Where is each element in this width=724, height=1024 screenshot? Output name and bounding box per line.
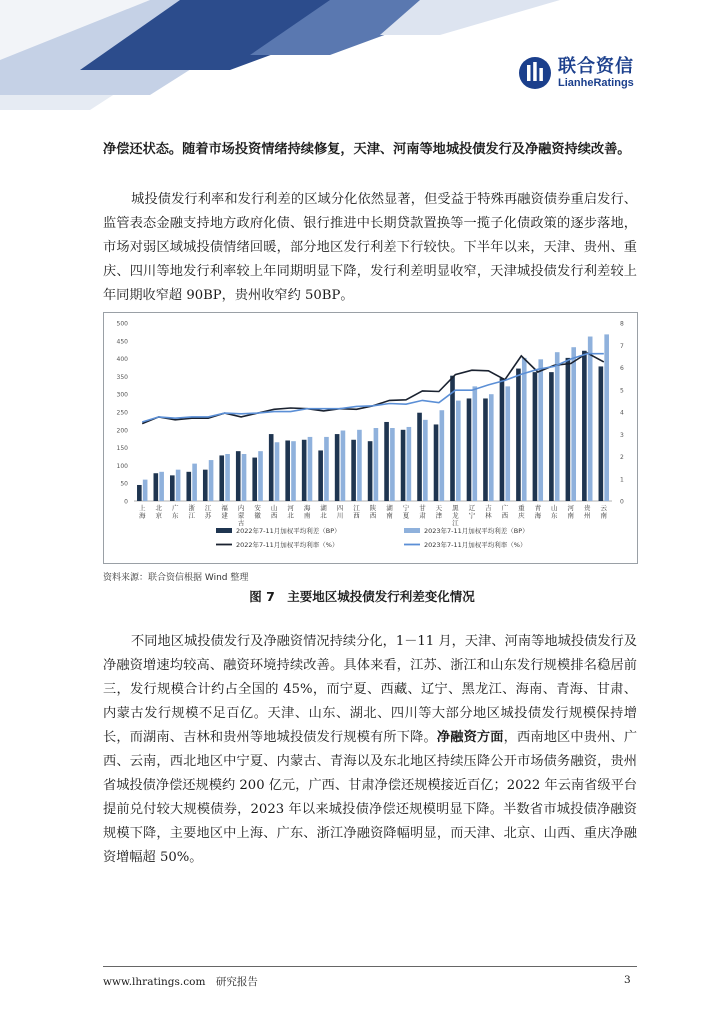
bar-2023: [604, 334, 609, 501]
bar-2022: [483, 398, 488, 501]
bar-2022: [351, 440, 356, 501]
x-tick-label: 河: [567, 504, 575, 512]
x-tick-label: 肃: [419, 511, 426, 520]
y-left-tick-label: 50: [120, 480, 128, 488]
x-tick-label: 江: [188, 511, 195, 520]
bar-2023: [258, 451, 263, 501]
paragraph-3: [103, 630, 637, 870]
x-tick-label: 京: [155, 511, 162, 520]
bar-2023: [505, 386, 510, 501]
bar-2023: [472, 386, 477, 501]
bar-2022: [285, 440, 290, 501]
x-tick-label: 西: [353, 511, 360, 520]
x-tick-label: 南: [600, 511, 608, 520]
bar-2022: [368, 441, 373, 501]
x-tick-label: 河: [287, 504, 294, 512]
y-left-tick-label: 0: [124, 498, 128, 506]
lianhe-logo: [518, 56, 634, 90]
x-tick-label: 南: [567, 511, 575, 520]
legend-label: 2022年7-11月加权平均利率（%）: [236, 541, 339, 549]
bar-2023: [522, 358, 527, 501]
x-tick-label: 徽: [254, 511, 261, 520]
header-decoration: [0, 0, 724, 110]
x-tick-label: 北: [320, 511, 327, 520]
bar-2022: [137, 485, 142, 501]
paragraph-2-text: 城投债发行利率和发行利差的区域分化依然显著，但受益于特殊再融资债券重启发行、监管表态金融支持地方政府化债、银行推进中长期贷款置换等一揽子化债政策的逐步落地，市场对弱区域城投债情绪回暖，部分地区发行利差下行较快。下半年以来，天津、贵州、重庆、四川等地发行利率较上年同期明显下降，发行利差明显收窄，天津城投债发行利差较上年同期收窄超 90BP，贵州收窄约 50BP。: [103, 192, 637, 303]
x-tick-label: 古: [237, 519, 245, 527]
bar-2023: [571, 347, 576, 501]
y-left-tick-label: 100: [116, 462, 128, 470]
bar-2022: [236, 451, 241, 501]
bar-2022: [401, 430, 406, 501]
x-tick-label: 东: [171, 511, 179, 520]
bar-2022: [599, 366, 604, 501]
x-tick-label: 甘: [419, 504, 426, 512]
bar-2023: [324, 437, 329, 501]
bar-2022: [302, 440, 307, 501]
x-tick-label: 广: [171, 504, 179, 512]
y-left-tick-label: 150: [116, 445, 128, 453]
x-tick-label: 贵: [584, 504, 591, 512]
legend-swatch: [404, 528, 420, 533]
bar-2023: [192, 464, 197, 501]
x-tick-label: 宁: [468, 511, 476, 520]
chart-source: 资料来源：联合资信根据 Wind 整理: [103, 573, 249, 583]
y-right-tick-label: 5: [620, 387, 624, 395]
bar-2022: [417, 413, 422, 501]
legend-label: 2022年7-11月加权平均利差（BP）: [236, 527, 341, 535]
x-tick-label: 川: [336, 511, 344, 520]
spread-chart: [103, 312, 638, 564]
y-right-tick-label: 0: [620, 498, 624, 506]
x-tick-label: 天: [435, 504, 443, 512]
x-tick-label: 南: [303, 511, 311, 520]
x-tick-label: 山: [270, 504, 278, 512]
bar-2022: [219, 455, 224, 501]
x-tick-label: 上: [138, 504, 146, 512]
x-tick-label: 江: [452, 519, 459, 527]
bar-2022: [500, 378, 505, 501]
x-tick-label: 黑: [452, 504, 459, 512]
bar-2022: [549, 372, 554, 501]
bar-2022: [170, 475, 175, 501]
bar-2023: [374, 428, 379, 501]
paragraph-3-bold: 净融资方面: [436, 730, 504, 745]
x-tick-label: 蒙: [237, 511, 245, 520]
bar-2023: [225, 454, 230, 501]
bar-2022: [467, 398, 472, 501]
bar-2022: [186, 472, 191, 501]
paragraph-2: [103, 188, 637, 308]
logo-name-en: LianheRatings: [558, 76, 634, 89]
x-tick-label: 青: [534, 504, 542, 512]
x-tick-label: 西: [369, 511, 377, 520]
y-right-tick-label: 6: [620, 365, 624, 372]
x-tick-label: 夏: [402, 511, 410, 520]
bar-2023: [440, 410, 445, 501]
y-left-tick-label: 300: [116, 391, 128, 399]
y-left-tick-label: 450: [116, 338, 128, 346]
x-tick-label: 四: [336, 504, 344, 512]
bar-2023: [588, 337, 593, 501]
x-tick-label: 海: [138, 511, 146, 520]
x-tick-label: 西: [270, 511, 278, 520]
bar-2022: [566, 358, 571, 501]
bar-2022: [154, 473, 159, 501]
x-tick-label: 北: [155, 504, 162, 512]
y-left-tick-label: 400: [116, 356, 128, 364]
legend-label: 2023年7-11月加权平均利率（%）: [424, 541, 527, 549]
bar-2023: [407, 427, 412, 501]
bar-2023: [176, 470, 181, 501]
y-left-tick-label: 250: [116, 409, 128, 417]
x-tick-label: 浙: [188, 504, 195, 512]
bar-2023: [308, 437, 313, 501]
x-tick-label: 苏: [204, 511, 212, 520]
x-tick-label: 湖: [386, 504, 393, 512]
y-left-tick-label: 350: [116, 373, 128, 381]
footer-page-number: 3: [624, 974, 631, 986]
x-tick-label: 江: [353, 504, 360, 512]
bar-2023: [390, 428, 395, 501]
footer-site: www.lhratings.com 研究报告: [103, 976, 258, 988]
bar-2023: [209, 460, 214, 501]
x-tick-label: 庆: [518, 511, 525, 520]
logo-name-cn: 联合资信: [558, 55, 634, 77]
bar-2022: [335, 434, 340, 501]
x-tick-label: 广: [501, 504, 509, 512]
bar-2022: [269, 434, 274, 501]
x-tick-label: 建: [221, 511, 228, 520]
y-right-tick-label: 7: [620, 342, 624, 350]
x-tick-label: 州: [584, 511, 591, 520]
x-tick-label: 重: [518, 504, 525, 512]
x-tick-label: 津: [435, 511, 443, 520]
bar-2023: [489, 394, 494, 501]
bar-2023: [291, 441, 296, 501]
bar-2023: [275, 442, 280, 501]
x-tick-label: 江: [204, 504, 212, 512]
legend-swatch: [216, 528, 232, 533]
x-tick-label: 北: [287, 511, 294, 520]
paragraph-3-part2: ，西南地区中贵州、广西、云南，西北地区中宁夏、内蒙古、青海以及东北地区持续压降公开市场债务融资，贵州省城投债净偿还规模约 200 亿元，广西、甘肃净偿还规模接近百亿；2022 年云南省级平台提前兑付较大规模债券，2023 年以来城投债净偿还规模明显下降。半数省市城投债净融资规模下降，主要地区中上海、广东、浙江净融资降幅明显，而天津、北京、山西、重庆净融资增幅超 50%。: [103, 730, 638, 865]
figure-caption: 图 7 主要地区城投债发行利差变化情况: [249, 589, 475, 604]
chart-canvas: [104, 313, 639, 565]
bar-2023: [341, 431, 346, 501]
paragraph-1: 净偿还状态。随着市场投资情绪持续修复，天津、河南等地城投债发行及净融资持续改善。: [103, 142, 631, 157]
y-right-tick-label: 1: [620, 476, 624, 484]
y-left-tick-label: 500: [116, 320, 128, 328]
x-tick-label: 陕: [369, 504, 377, 512]
bar-2022: [516, 369, 521, 501]
y-right-tick-label: 3: [620, 431, 624, 439]
x-tick-label: 湖: [320, 504, 327, 512]
x-tick-label: 南: [386, 511, 393, 520]
bar-2023: [555, 352, 560, 501]
bar-2022: [384, 422, 389, 501]
x-tick-label: 西: [501, 511, 509, 520]
footer-divider: [103, 966, 637, 967]
x-tick-label: 龙: [452, 511, 459, 520]
paragraph-3-part1: 不同地区城投债发行及净融资情况持续分化，1－11 月，天津、河南等地城投债发行及净融资增速均较高、融资环境持续改善。具体来看，江苏、浙江和山东发行规模排名稳居前三，发行规模合计约占全国的 45%，而宁夏、西藏、辽宁、黑龙江、海南、青海、甘肃、内蒙古发行规模不足百亿。天津、山东、湖北、四川等大部分地区城投债发行规模保持增长，而湖南、吉林和贵州等地城投债发行规模有所下降。: [103, 634, 637, 745]
x-tick-label: 东: [551, 511, 558, 520]
x-tick-label: 内: [237, 504, 245, 512]
bar-2022: [582, 351, 587, 501]
bar-2023: [538, 359, 543, 501]
bar-2023: [357, 430, 362, 501]
bar-2023: [159, 472, 164, 501]
x-tick-label: 安: [254, 504, 261, 512]
bar-2022: [533, 372, 538, 501]
bar-2023: [242, 454, 247, 501]
x-tick-label: 海: [534, 511, 542, 520]
x-tick-label: 宁: [402, 504, 410, 512]
x-tick-label: 吉: [485, 504, 492, 512]
bar-2023: [143, 480, 148, 501]
lianhe-logo-icon: [518, 56, 552, 90]
x-tick-label: 林: [485, 511, 492, 520]
x-tick-label: 辽: [468, 504, 476, 512]
bar-2023: [423, 420, 428, 501]
y-right-tick-label: 4: [620, 409, 624, 417]
bar-2022: [318, 450, 323, 501]
y-left-tick-label: 200: [116, 427, 128, 435]
y-right-tick-label: 2: [620, 454, 624, 461]
x-tick-label: 山: [551, 504, 558, 512]
bar-2022: [252, 458, 257, 501]
x-tick-label: 福: [221, 504, 228, 512]
x-tick-label: 云: [600, 504, 608, 512]
bar-2023: [456, 401, 461, 501]
legend-label: 2023年7-11月加权平均利差（BP）: [424, 527, 529, 535]
bar-2022: [203, 470, 208, 501]
x-tick-label: 海: [303, 504, 311, 512]
bar-2022: [434, 424, 439, 501]
y-right-tick-label: 8: [620, 320, 624, 328]
